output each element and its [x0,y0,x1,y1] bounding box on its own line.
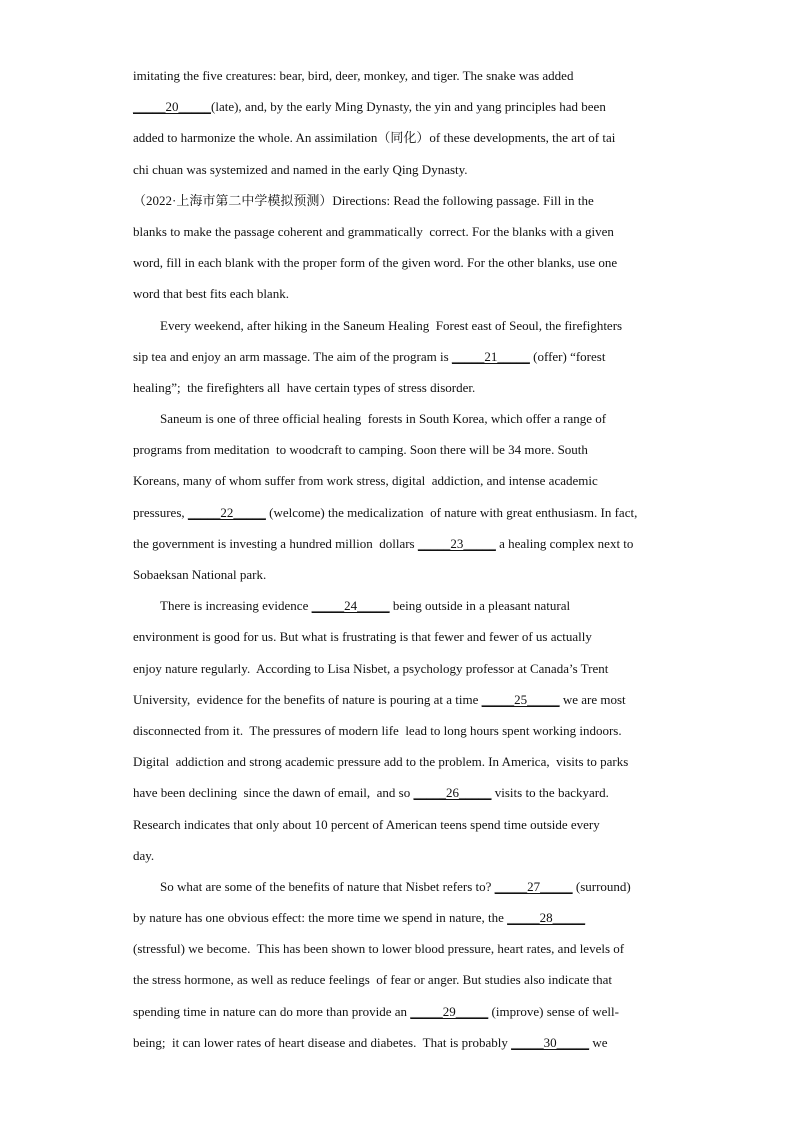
text-line [133,372,663,403]
text-segment: blanks to make the passage coherent and grammatically correct. For the blanks with a given [133,223,614,239]
text-segment: word, fill in each blank with the proper form of the given word. For the other blanks, use one [133,255,618,271]
text-segment: disconnected from it. The pressures of modern life lead to long hours spent working indoors. [133,722,622,738]
answer-blank: _____21_____ [451,348,530,364]
text-line [133,247,663,278]
text-segment: (stressful) we become. This has been shown to lower blood pressure, heart rates, and levels of [133,941,625,957]
text-line [133,653,663,684]
text-line [133,310,663,341]
text-line [133,746,663,777]
text-segment: University, evidence for the benefits of nature is pouring at a time [133,691,482,707]
text-line [133,840,663,871]
answer-blank: _____22_____ [187,504,266,520]
text-line [133,1027,663,1058]
text-line [133,902,663,933]
text-line [133,278,663,309]
text-segment: a healing complex next to [495,535,634,551]
answer-blank: _____24_____ [311,598,390,614]
text-segment: Sobaeksan National park. [133,567,267,582]
text-line [133,341,663,372]
answer-blank: _____30_____ [511,1034,590,1050]
text-line [133,497,663,528]
text-line [133,777,663,808]
answer-blank: _____20_____ [133,99,211,115]
text-line [133,996,663,1027]
text-segment: pressures, [133,504,188,520]
text-line [133,91,663,122]
text-line [133,216,663,247]
text-segment: (welcome) the medicalization of nature with great enthusiasm. In fact, [265,504,638,520]
answer-blank: _____27_____ [494,878,573,894]
answer-blank: _____23_____ [417,535,496,551]
text-segment: imitating the five creatures: bear, bird, deer, monkey, and tiger. The snake was added [133,68,574,83]
text-segment: the government is investing a hundred million dollars [133,535,418,551]
text-line [133,403,663,434]
text-segment: have been declining since the dawn of email, and so [133,785,414,801]
text-line [133,871,663,902]
answer-blank: _____28_____ [507,910,586,926]
text-segment: healing”; the firefighters all have certain types of stress disorder. [133,379,476,395]
text-segment: spending time in nature can do more than provide an [133,1003,411,1019]
text-line [133,684,663,715]
answer-blank: _____25_____ [481,691,560,707]
text-segment: Koreans, many of whom suffer from work stress, digital addiction, and intense academic [133,473,598,489]
text-line [133,528,663,559]
text-segment: the stress hormone, as well as reduce feelings of fear or anger. But studies also indicate that [133,972,613,988]
text-segment: There is increasing evidence [160,598,312,614]
text-segment: Digital addiction and strong academic pressure add to the problem. In America, visits to parks [133,754,629,770]
text-line [133,715,663,746]
text-segment: Every weekend, after hiking in the Saneum Healing Forest east of Seoul, the firefighters [160,317,623,333]
text-line [133,185,663,216]
text-segment: being outside in a pleasant natural [389,598,571,614]
text-segment: So what are some of the benefits of nature that Nisbet refers to? [160,878,495,894]
text-line [133,964,663,995]
text-line [133,809,663,840]
text-segment: (offer) “forest [529,348,606,364]
text-segment: added to harmonize the whole. An assimilation（同化）of these developments, the art of tai [133,130,616,146]
text-line [133,465,663,496]
text-line [133,154,663,185]
text-segment: environment is good for us. But what is frustrating is that fewer and fewer of us actually [133,629,592,645]
text-segment: being; it can lower rates of heart disease and diabetes. That is probably [133,1034,512,1050]
text-line [133,60,663,91]
text-line [133,933,663,964]
text-segment: Saneum is one of three official healing forests in South Korea, which offer a range of [160,411,607,427]
text-segment: enjoy nature regularly. According to Lisa Nisbet, a psychology professor at Canada’s Trent [133,660,609,676]
text-segment: word that best fits each blank. [133,286,289,302]
text-segment: by nature has one obvious effect: the more time we spend in nature, the [133,910,508,926]
text-line [133,590,663,621]
text-segment: Research indicates that only about 10 percent of American teens spend time outside every [133,816,600,832]
text-line [133,621,663,652]
text-segment: sip tea and enjoy an arm massage. The aim of the program is [133,348,452,364]
answer-blank: _____29_____ [410,1003,489,1019]
text-line [133,559,663,590]
text-line [133,122,663,153]
document-page [133,60,663,1058]
text-segment: programs from meditation to woodcraft to camping. Soon there will be 34 more. South [133,442,588,458]
text-line [133,434,663,465]
text-segment: (late), and, by the early Ming Dynasty, the yin and yang principles had been [211,99,606,115]
text-segment: we are most [559,691,626,707]
text-segment: day. [133,847,155,863]
text-segment: (improve) sense of well- [488,1003,619,1019]
answer-blank: _____26_____ [413,785,492,801]
text-segment: we [589,1034,608,1050]
text-segment: visits to the backyard. [491,785,609,801]
text-segment: （2022·上海市第二中学模拟预测）Directions: Read the following passage. Fill in the [133,192,594,208]
text-segment: chi chuan was systemized and named in the early Qing Dynasty. [133,161,468,177]
text-segment: (surround) [572,878,631,894]
